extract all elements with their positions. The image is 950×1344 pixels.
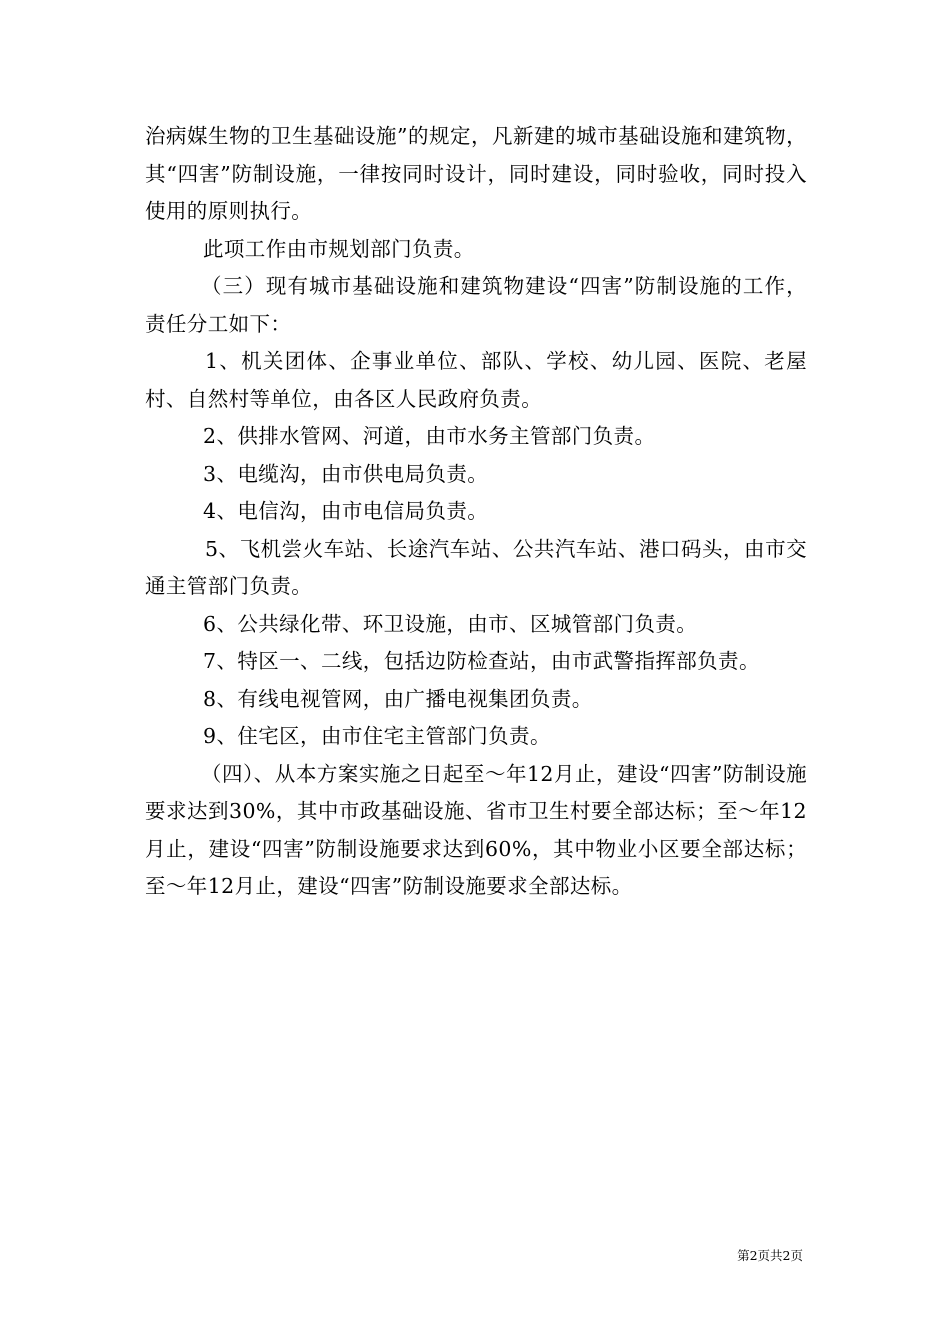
list-item-3: 3、电缆沟，由市供电局负责。 <box>203 461 489 486</box>
document-body <box>145 118 807 906</box>
list-item-4: 4、电信沟，由市电信局负责。 <box>203 499 489 523</box>
paragraph-continuation: 治病媒生物的卫生基础设施”的规定，凡新建的城市基础设施和建筑物，其“四害”防制设施，一律按同时设计，同时建设，同时验收，同时投入使用的原则执行。 <box>145 124 807 223</box>
page-number: 第2页共2页 <box>737 1248 803 1263</box>
list-item-8: 8、有线电视管网，由广播电视集团负责。 <box>203 686 593 711</box>
list-item-5: 5、飞机尝火车站、长途汽车站、公共汽车站、港口码头，由市交通主管部门负责。 <box>145 536 807 598</box>
paragraph-responsibility-planning: 此项工作由市规划部门负责。 <box>203 236 475 261</box>
list-item-9: 9、住宅区，由市住宅主管部门负责。 <box>203 724 551 748</box>
section-heading-three: （三）现有城市基础设施和建筑物建设“四害”防制设施的工作，责任分工如下： <box>145 274 807 336</box>
list-item-2: 2、供排水管网、河道，由市水务主管部门负责。 <box>203 424 656 448</box>
list-item-1: 1、机关团体、企事业单位、部队、学校、幼儿园、医院、老屋村、自然村等单位，由各区人民政府负责。 <box>145 349 807 411</box>
section-heading-four: （四）、从本方案实施之日起至～年12月止，建设“四害”防制设施要求达到30%，其中市政基础设施、省市卫生村要全部达标；至～年12月止，建设“四害”防制设施要求达到60%，其中物业小区要全部达标；至～年12月止，建设“四害”防制设施要求全部达标。 <box>145 761 807 898</box>
list-item-6: 6、公共绿化带、环卫设施，由市、区城管部门负责。 <box>203 611 698 636</box>
list-item-7: 7、特区一、二线，包括边防检查站，由市武警指挥部负责。 <box>203 649 760 673</box>
